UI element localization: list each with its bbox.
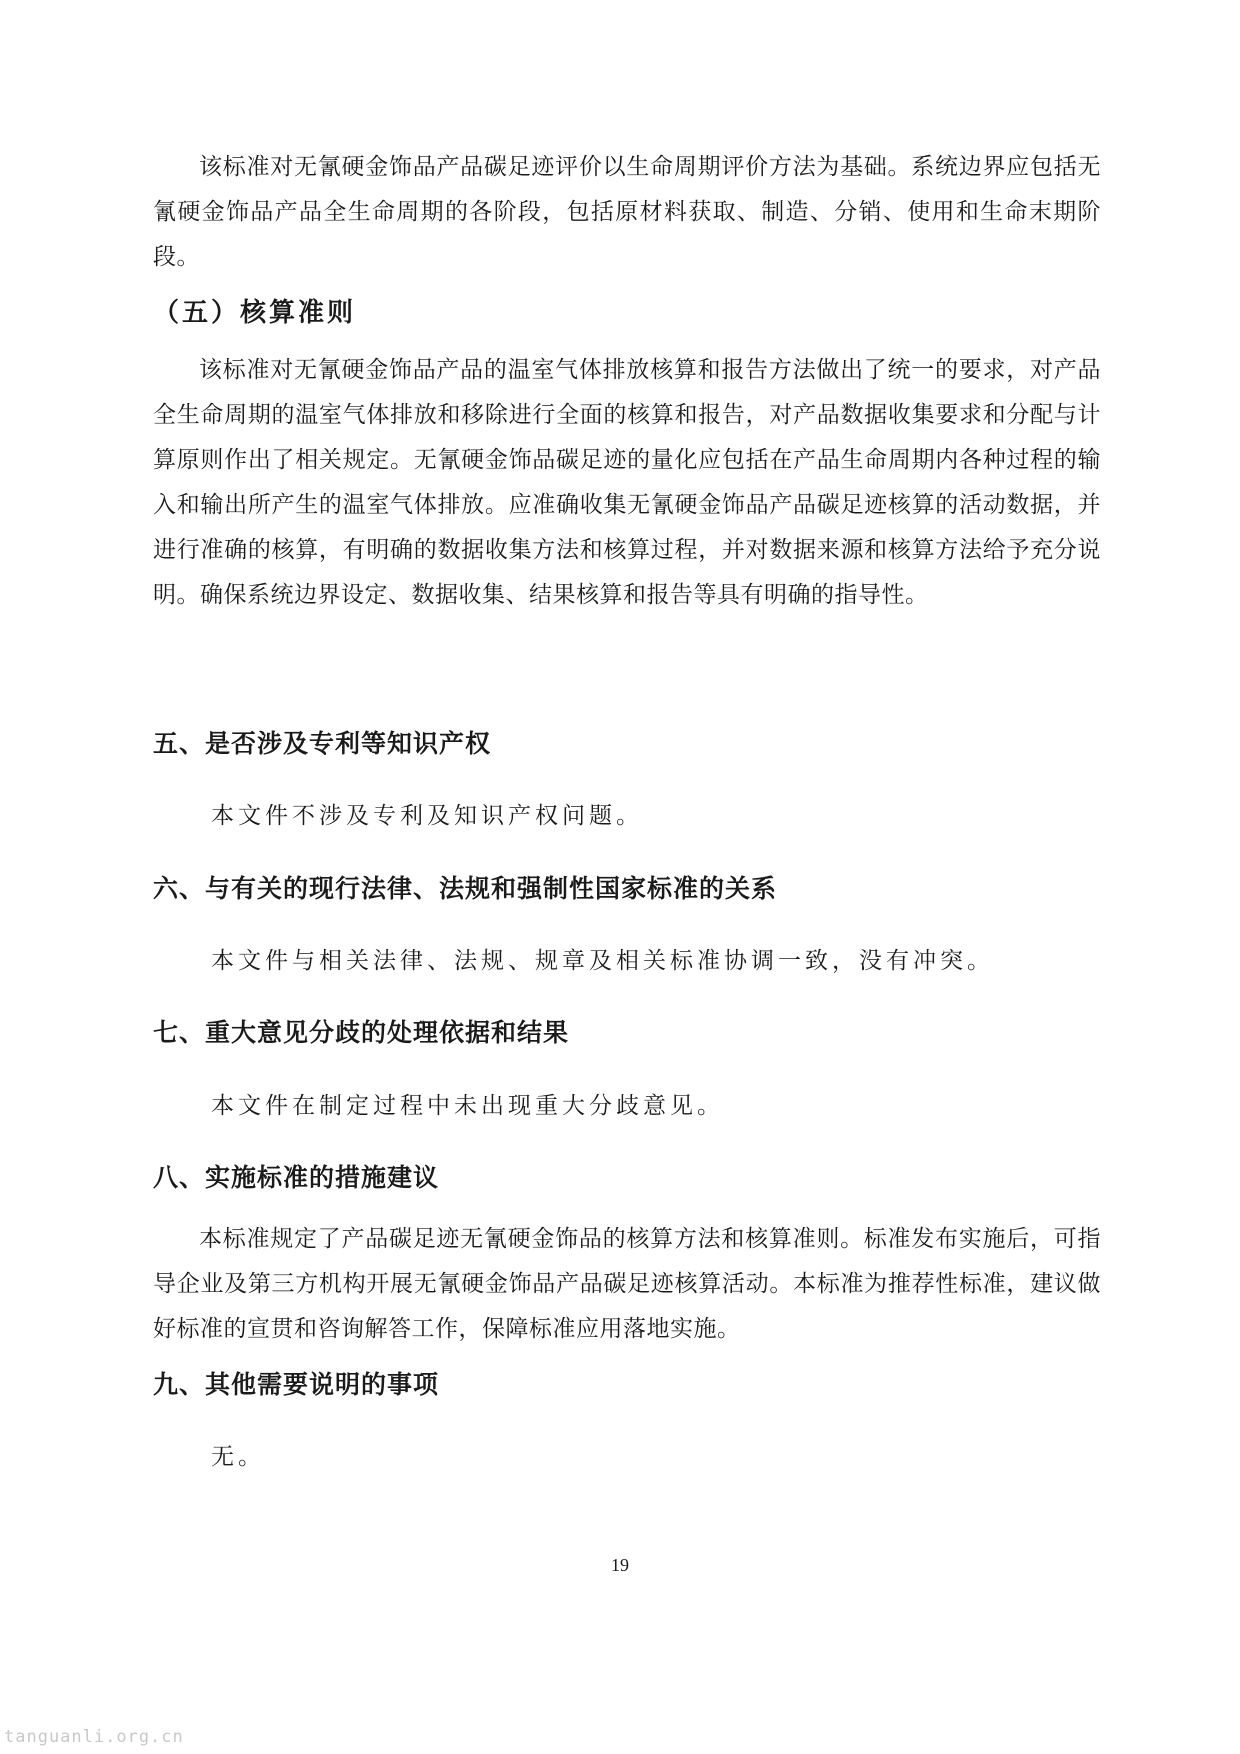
section-heading-disagreements: 七、重大意见分歧的处理依据和结果	[153, 1018, 570, 1047]
page-number: 19	[611, 1555, 629, 1575]
watermark: tanguanli.org.cn	[4, 1727, 184, 1747]
accounting-rules-paragraph: 该标准对无氰硬金饰品产品的温室气体排放核算和报告方法做出了统一的要求，对产品全生命周期的温室气体排放和移除进行全面的核算和报告，对产品数据收集要求和分配与计算原则作出了相关规定。无氰硬金饰品碳足迹的量化应包括在产品生命周期内各种过程的输入和输出所产生的温室气体排放。应准确收集无氰硬金饰品产品碳足迹核算的活动数据，并进行准确的核算，有明确的数据收集方法和核算过程，并对数据来源和核算方法给予充分说明。确保系统边界设定、数据收集、结果核算和报告等具有明确的指导性。	[153, 357, 1101, 608]
section-heading-legal-relation: 六、与有关的现行法律、法规和强制性国家标准的关系	[153, 874, 778, 903]
section-body-legal-relation: 本文件与相关法律、法规、规章及相关标准协调一致，没有冲突。	[211, 948, 994, 974]
section-body-implementation: 本标准规定了产品碳足迹无氰硬金饰品的核算方法和核算准则。标准发布实施后，可指导企业及第三方机构开展无氰硬金饰品产品碳足迹核算活动。本标准为推荐性标准，建议做好标准的宣贯和咨询解答工作，保障标准应用落地实施。	[153, 1226, 1101, 1342]
section-body-disagreements: 本文件在制定过程中未出现重大分歧意见。	[211, 1093, 724, 1119]
section-heading-patents: 五、是否涉及专利等知识产权	[153, 729, 492, 758]
section-heading-other-matters: 九、其他需要说明的事项	[153, 1370, 440, 1399]
section-heading-accounting-rules: （五）核算准则	[153, 298, 357, 328]
section-heading-implementation: 八、实施标准的措施建议	[153, 1163, 440, 1192]
section-body-other-matters: 无。	[211, 1444, 265, 1470]
section-body-patents: 本文件不涉及专利及知识产权问题。	[211, 803, 643, 829]
intro-paragraph: 该标准对无氰硬金饰品产品碳足迹评价以生命周期评价方法为基础。系统边界应包括无氰硬金饰品产品全生命周期的各阶段，包括原材料获取、制造、分销、使用和生命末期阶段。	[153, 154, 1101, 270]
